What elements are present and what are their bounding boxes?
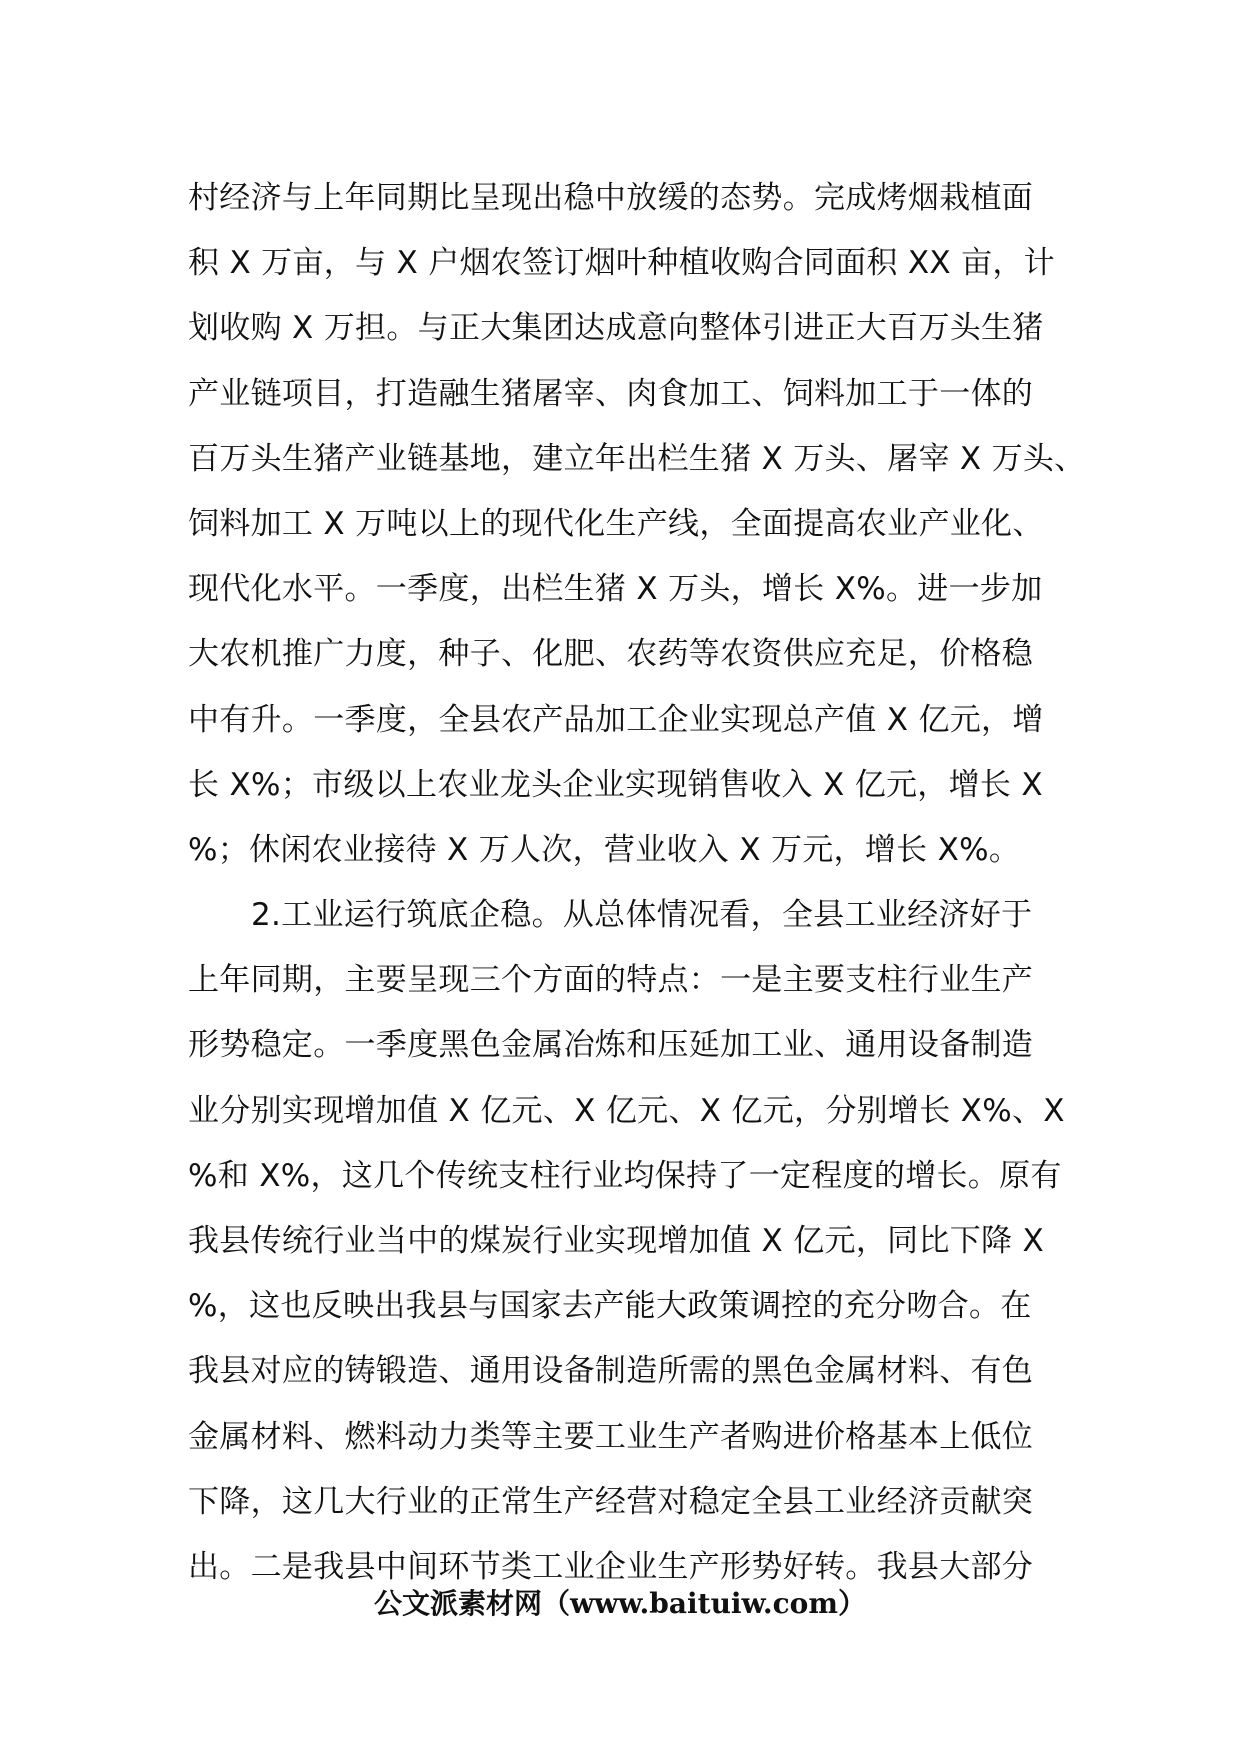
text-line: 产业链项目，打造融生猪屠宰、肉食加工、饲料加工于一体的: [188, 375, 1034, 412]
footer-watermark: 公文派素材网（www.baituiw.com）: [374, 1587, 866, 1620]
text-line: 下降，这几大行业的正常生产经营对稳定全县工业经济贡献突: [188, 1483, 1034, 1520]
text-line: 出。二是我县中间环节类工业企业生产形势好转。我县大部分: [188, 1548, 1034, 1585]
text-line: 村经济与上年同期比呈现出稳中放缓的态势。完成烤烟栽植面: [188, 180, 1034, 216]
text-line: 划收购 X 万担。与正大集团达成意向整体引进正大百万头生猪: [188, 310, 1044, 347]
text-line: 上年同期，主要呈现三个方面的特点：一是主要支柱行业生产: [188, 962, 1034, 999]
text-line: 长 X%；市级以上农业龙头企业实现销售收入 X 亿元，增长 X: [188, 766, 1043, 803]
text-line: %，这也反映出我县与国家去产能大政策调控的充分吻合。在: [188, 1288, 1032, 1325]
text-line: 形势稳定。一季度黑色金属冶炼和压延加工业、通用设备制造: [188, 1027, 1034, 1064]
text-line: %和 X%，这几个传统支柱行业均保持了一定程度的增长。原有: [188, 1157, 1062, 1194]
text-line: 金属材料、燃料动力类等主要工业生产者购进价格基本上低位: [188, 1418, 1034, 1455]
text-line: 现代化水平。一季度，出栏生猪 X 万头，增长 X%。进一步加: [188, 571, 1043, 608]
text-line: 中有升。一季度，全县农产品加工企业实现总产值 X 亿元，增: [188, 701, 1044, 738]
text-line: 我县对应的铸锻造、通用设备制造所需的黑色金属材料、有色: [188, 1353, 1034, 1390]
text-line: 大农机推广力度，种子、化肥、农药等农资供应充足，价格稳: [188, 636, 1034, 673]
text-line: 饲料加工 X 万吨以上的现代化生产线，全面提高农业产业化、: [188, 505, 1044, 542]
text-line: 我县传统行业当中的煤炭行业实现增加值 X 亿元，同比下降 X: [188, 1223, 1045, 1259]
paragraph-start-line: 2.工业运行筑底企稳。从总体情况看，全县工业经济好于: [251, 897, 1033, 934]
text-line: 积 X 万亩，与 X 户烟农签订烟叶种植收购合同面积 XX 亩，计: [188, 245, 1055, 282]
text-line: 百万头生猪产业链基地，建立年出栏生猪 X 万头、屠宰 X 万头、: [188, 440, 1086, 477]
text-line: %；休闲农业接待 X 万人次，营业收入 X 万元，增长 X%。: [188, 831, 1021, 868]
body-text: [188, 166, 1086, 1600]
text-line: 业分别实现增加值 X 亿元、X 亿元、X 亿元，分别增长 X%、X: [188, 1092, 1065, 1129]
